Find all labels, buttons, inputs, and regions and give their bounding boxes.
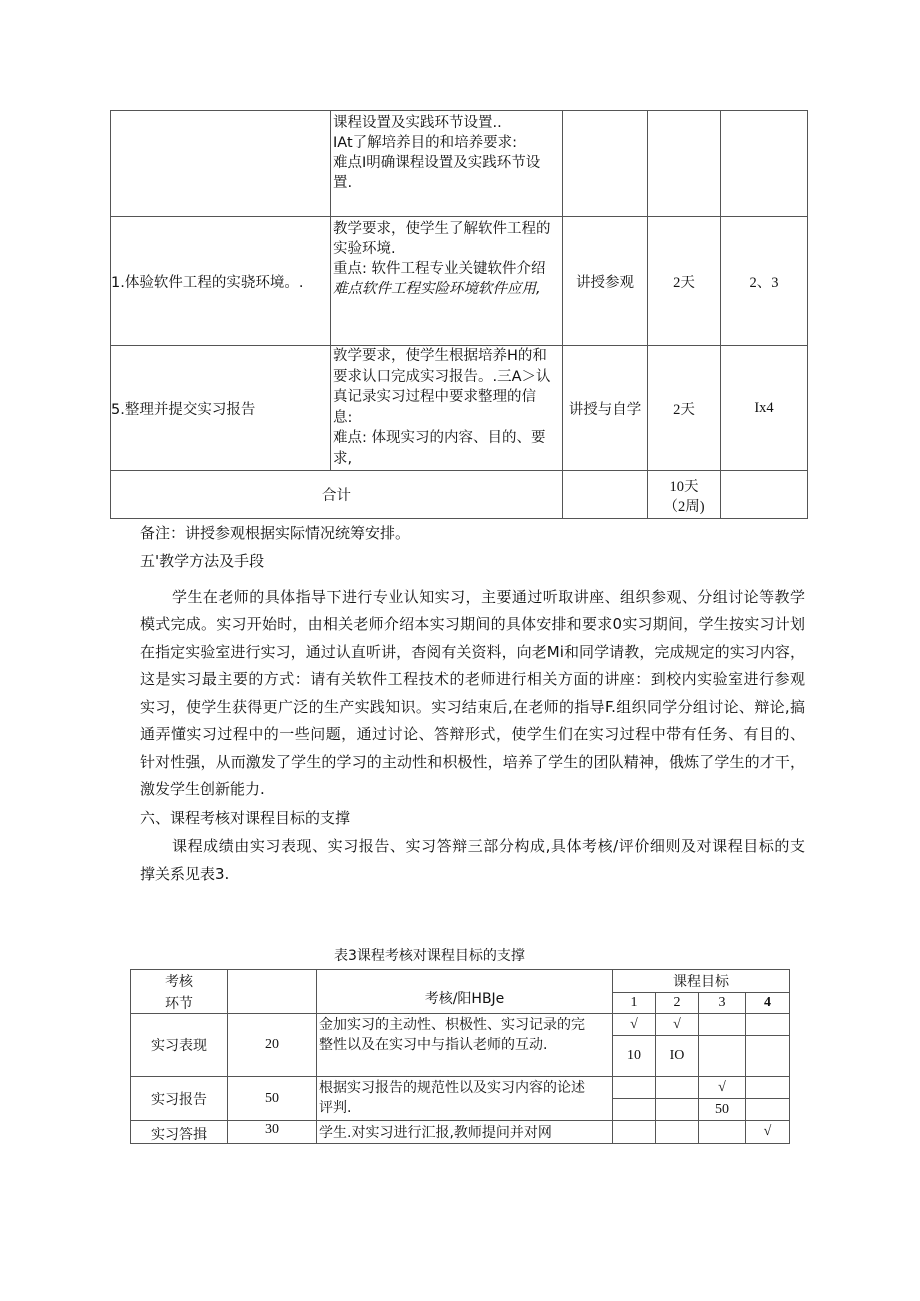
table-cell-method [562, 216, 648, 346]
table-cell-content [330, 110, 563, 217]
paragraph-line: 课程成绩由实习表现、实习报告、实习答辩三部分构成,具体考核/评价细则及对课程目标的支 [172, 837, 805, 855]
stage-cell [130, 1120, 228, 1144]
header-stage [130, 969, 228, 1014]
cell-line: 置. [333, 175, 353, 191]
cell-line: 实验环境. [333, 241, 396, 257]
paragraph-line: 通弄懂实习过程中的一些问题，通过讨论、答辩形式，使学生们在实习过程中带有任务、有目的、 [140, 725, 805, 743]
header-text: 考核/阳HBJe [424, 991, 505, 1007]
table-cell [647, 110, 721, 217]
table-cell [562, 470, 648, 519]
weight-cell [227, 1076, 317, 1121]
stage-text: 实习答揖 [151, 1127, 207, 1143]
paragraph-line: 在指定实验室进行实习，通过认直听讲，杳阅有关资料，向老Mi和同学请教，完成规定的实习内容， [140, 643, 805, 661]
paragraph-line: 这是实习最主要的方式：请有关软件工程技术的老师进行相关方面的讲座：到校内实验室进行参观 [140, 670, 805, 688]
table-cell-stage [110, 345, 331, 471]
table-cell [720, 470, 808, 519]
total-label-cell [110, 470, 563, 519]
table-cell-stage [110, 216, 331, 346]
table-cell-goals [720, 216, 808, 346]
goal-col-1 [612, 992, 656, 1014]
score-value: 10 [627, 1048, 641, 1063]
method-text: 讲授与自学 [568, 401, 642, 418]
cell-line: 要求认口完成实习报告。.三A＞认 [333, 368, 551, 385]
goal-score-cell [612, 1098, 656, 1121]
criteria-cell [316, 1076, 613, 1121]
table-cell-goals [720, 345, 808, 471]
cell-line: 难点软件工程实险环境软件应用, [333, 281, 541, 297]
cell-line: 真记录实习过程中要求整理的信 [333, 389, 536, 405]
weight-text: 50 [265, 1090, 279, 1106]
goal-num: 1 [630, 995, 638, 1010]
table-cell-content [330, 216, 563, 346]
goal-col-4 [745, 992, 790, 1014]
goal-score-cell [745, 1035, 790, 1077]
cell-line: 难点I明确课程设置及实践环节设 [333, 155, 541, 171]
goal-check-cell [698, 1076, 746, 1099]
goal-score-cell [698, 1035, 746, 1077]
score-value: IO [669, 1048, 685, 1063]
criteria-cell [316, 1013, 613, 1077]
section-heading: 六、课程考核对课程目标的支撑 [140, 809, 351, 827]
table-caption: 表3课程考核对课程目标的支撑 [334, 948, 525, 964]
header-text: 环节 [165, 996, 193, 1012]
cell-line: 求, [333, 450, 353, 467]
weight-cell [227, 1120, 317, 1144]
goal-check-cell [655, 1120, 699, 1144]
goal-check-cell [698, 1013, 746, 1036]
stage-cell [130, 1013, 228, 1077]
table-cell [720, 110, 808, 217]
time-text: 2天 [673, 274, 695, 291]
goal-check-cell [698, 1120, 746, 1144]
paragraph-line: 针对性强，从而激发了学生的学习的主动性和枳极性，培养了学生的团队精神，俄炼了学生的才干， [140, 753, 805, 771]
weight-text: 30 [265, 1122, 279, 1137]
total-time-cell [647, 470, 721, 519]
header-text: 课程目标 [673, 974, 729, 990]
cell-line: 教学要求，使学生了解软件工程的 [333, 221, 551, 237]
cell-line: 息: [333, 409, 353, 426]
weight-cell [227, 1013, 317, 1077]
table-note: 备注：讲授参观根据实际情况统筹安排。 [140, 524, 411, 542]
cell-line: 敦学要求，使学生根据培养H的和 [333, 348, 547, 364]
cell-line: 重点: 软件工程专业关键软件介绍 [333, 261, 546, 277]
check-mark: √ [763, 1124, 772, 1139]
goal-check-cell [655, 1076, 699, 1099]
header-criteria [316, 969, 613, 1014]
goals-text: 2、3 [749, 274, 779, 291]
goal-score-cell [698, 1098, 746, 1121]
time-text: 2天 [673, 401, 695, 418]
check-mark: √ [630, 1016, 638, 1032]
section-heading: 五'教学方法及手段 [140, 552, 265, 570]
table-cell-time [647, 216, 721, 346]
cell-line: 难点: 体现实习的内容、目的、要 [333, 430, 546, 446]
total-label: 合计 [322, 488, 351, 504]
cell-line: 根据实习报告的规范性以及实习内容的论述 [319, 1080, 585, 1096]
paragraph-line: 模式完成。实习开始时，由相关老师介绍本实习期间的具体安排和要求0实习期间，学生按实习计划 [140, 615, 805, 633]
goal-check-cell [745, 1076, 790, 1099]
stage-text: 实习表现 [151, 1038, 207, 1054]
paragraph-line: 激发学生创新能力. [140, 780, 265, 798]
total-time-weeks: （2周) [663, 499, 705, 515]
cell-line: 金加实习的主动性、枳极性、实习记录的完 [319, 1017, 585, 1033]
goal-check-cell [612, 1013, 656, 1036]
stage-cell [130, 1076, 228, 1121]
criteria-cell [316, 1120, 613, 1144]
header-text: 考核 [165, 974, 193, 990]
table-cell [110, 110, 331, 217]
weight-text: 20 [265, 1037, 279, 1052]
method-text: 讲授参观 [576, 274, 634, 291]
goal-check-cell [612, 1076, 656, 1099]
goals-text: Ix4 [754, 399, 774, 416]
goal-col-2 [655, 992, 699, 1014]
goal-check-cell [612, 1120, 656, 1144]
paragraph-line: 实习，使学生获得更广泛的生产实践知识。实习结束后,在老师的指导F.组织同学分组讨论、辩论,搞 [140, 698, 805, 716]
stage-text: 实习报告 [151, 1091, 207, 1108]
goal-score-cell [655, 1098, 699, 1121]
check-mark: √ [718, 1079, 726, 1095]
total-time: 10天 [669, 479, 699, 495]
goal-check-cell [745, 1120, 790, 1144]
goal-score-cell [745, 1098, 790, 1121]
cell-line: 课程设置及实践环节设置.. [333, 115, 502, 131]
table-cell-method [562, 345, 648, 471]
header-weight [227, 969, 317, 1014]
cell-line: 整性以及在实习中与指认老师的互动. [319, 1037, 548, 1053]
paragraph-line: 撑关系见表3. [140, 865, 230, 883]
goal-col-3 [698, 992, 746, 1014]
cell-line: IAt了解培养目的和培养要求: [333, 135, 518, 151]
goal-score-cell [612, 1035, 656, 1077]
paragraph-line: 学生在老师的具体指导下进行专业认知实习，主要通过听取讲座、组织参观、分组讨论等教学 [172, 588, 805, 606]
table-cell-content [330, 345, 563, 471]
table-cell [562, 110, 648, 217]
stage-text: 5.整理并提交实习报告 [111, 401, 256, 418]
table-cell-time [647, 345, 721, 471]
cell-line: 学生.对实习进行汇报,教师提问并对网 [319, 1125, 552, 1141]
cell-line: 评判. [319, 1100, 352, 1116]
goal-score-cell [655, 1035, 699, 1077]
header-goals [612, 969, 790, 993]
check-mark: √ [673, 1016, 681, 1032]
goal-num: 2 [673, 995, 681, 1010]
goal-check-cell [745, 1013, 790, 1036]
goal-num: 3 [718, 995, 726, 1010]
goal-check-cell [655, 1013, 699, 1036]
stage-text: 1.体验软件工程的实骁环境。. [111, 274, 304, 291]
score-value: 50 [715, 1101, 729, 1117]
goal-num: 4 [764, 995, 771, 1010]
